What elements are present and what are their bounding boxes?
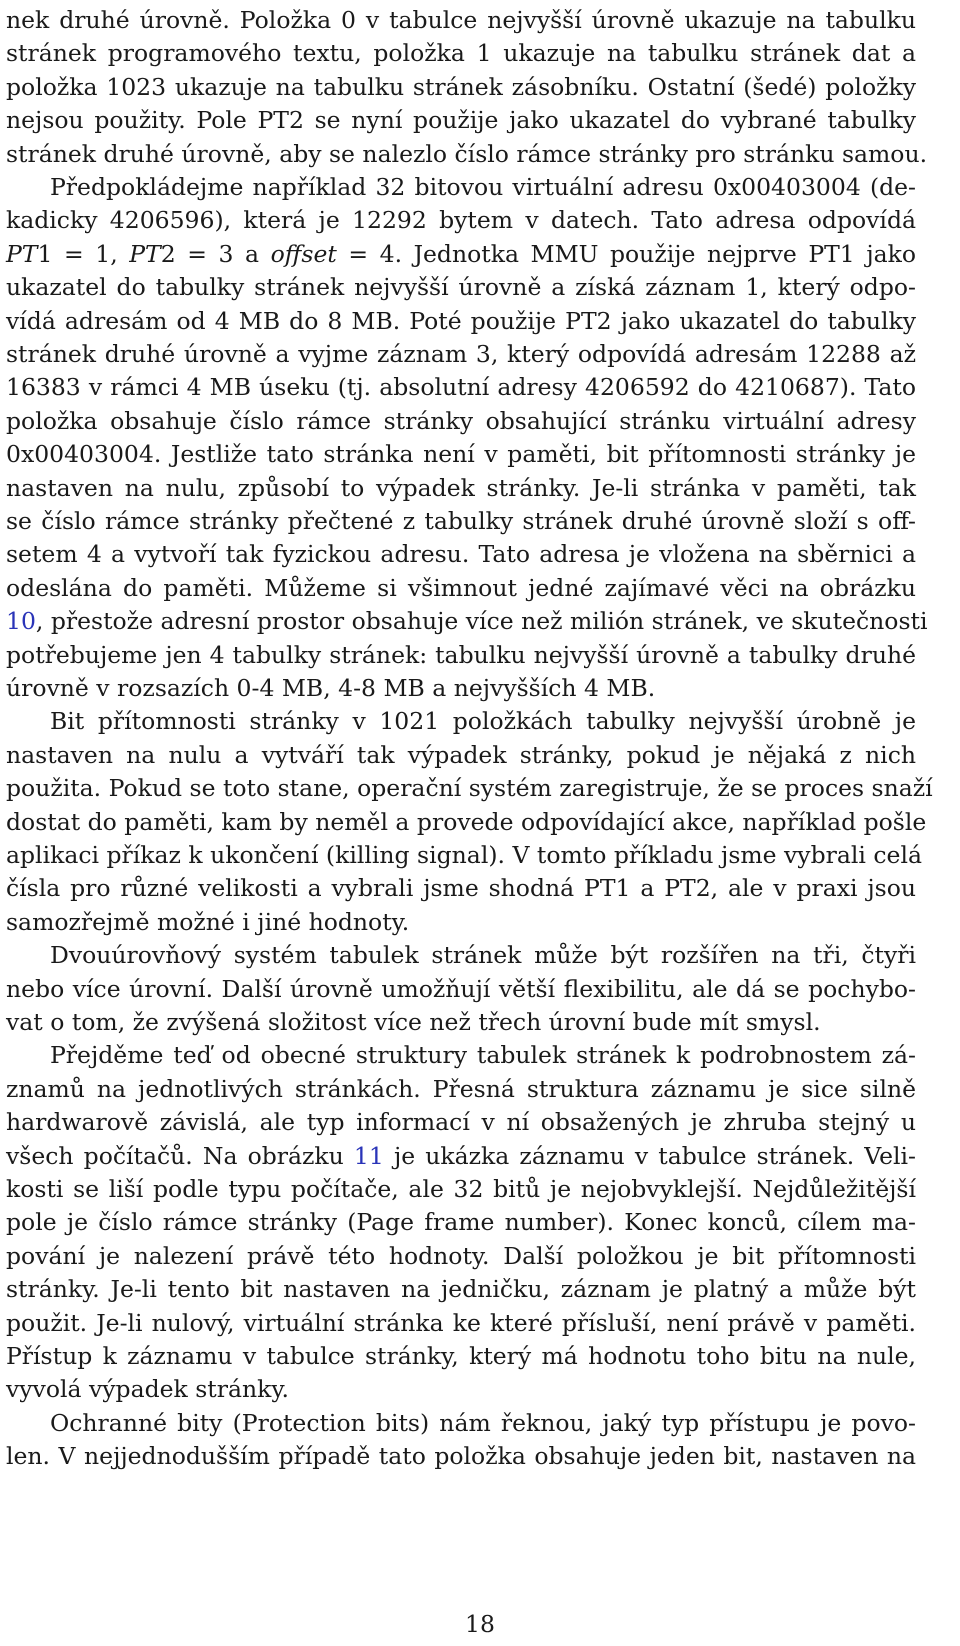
text-line: 0x00403004. Jestliže tato stránka není v paměti, bit přítomnosti stránky je	[6, 440, 916, 469]
text-line: kadicky 4206596), která je 12292 bytem v datech. Tato adresa odpovídá	[6, 206, 916, 235]
text-line: použita. Pokud se toto stane, operační systém zaregistruje, že se proces snaží	[6, 774, 933, 803]
text-line: Přístup k záznamu v tabulce stránky, který má hodnotu toho bitu na nule,	[6, 1342, 916, 1370]
text-span: je ukázka záznamu v tabulce stránek. Veli-	[383, 1141, 916, 1170]
text-line: setem 4 a vytvoří tak fyzickou adresu. Tato adresa je vložena na sběrnici a	[6, 540, 916, 569]
text-line: samozřejmě možné i jiné hodnoty.	[6, 907, 410, 936]
text-line: se číslo rámce stránky přečtené z tabulky stránek druhé úrovně složí s off-	[6, 507, 916, 535]
text-line: nebo více úrovní. Další úrovně umožňují větší flexibilitu, ale dá se pochybo-	[6, 974, 916, 1003]
text-line: dostat do paměti, kam by neměl a provede odpovídající akce, například pošle	[6, 807, 927, 836]
math-symbol: offset	[270, 239, 337, 268]
text-line: Dvouúrovňový systém tabulek stránek může být rozšířen na tři, čtyři	[50, 941, 916, 970]
text-line: pole je číslo rámce stránky (Page frame number). Konec konců, cílem ma-	[6, 1208, 916, 1237]
text-line: Ochranné bity (Protection bits) nám řeknou, jaký typ přístupu je povo-	[50, 1408, 916, 1437]
text-line: nastaven na nulu, způsobí to výpadek stránky. Je-li stránka v paměti, tak	[6, 473, 916, 502]
text-line: hardwarově závislá, ale typ informací v ní obsažených je zhruba stejný u	[6, 1108, 916, 1137]
text-line: kosti se liší podle typu počítače, ale 32 bitů je nejobvyklejší. Nejdůležitější	[6, 1175, 916, 1203]
text-line: vídá adresám od 4 MB do 8 MB. Poté použije PT2 jako ukazatel do tabulky	[6, 306, 916, 335]
text-line: stránek druhé úrovně a vyjme záznam 3, který odpovídá adresám 12288 až	[6, 340, 916, 368]
text-line: aplikaci příkaz k ukončení (killing signal). V tomto příkladu jsme vybrali celá	[6, 841, 922, 869]
text-line: stránek druhé úrovně, aby se nalezlo číslo rámce stránky pro stránku samou.	[6, 139, 928, 168]
text-line	[6, 238, 916, 270]
text-line: čísla pro různé velikosti a vybrali jsme shodná PT1 a PT2, ale v praxi jsou	[6, 874, 916, 903]
figure-reference-link[interactable]: 11	[353, 1141, 384, 1170]
text-line: len. V nejjednodušším případě tato položka obsahuje jeden bit, nastaven na	[6, 1442, 916, 1471]
text-line: úrovně v rozsazích 0-4 MB, 4-8 MB a nejvyšších 4 MB.	[6, 674, 656, 702]
text-span: 1 = 1,	[37, 239, 130, 268]
text-line: nejsou použity. Pole PT2 se nyní použije jako ukazatel do vybrané tabulky	[6, 106, 916, 135]
text-span: , přestože adresní prostor obsahuje více než milión stránek, ve skutečnosti	[35, 607, 928, 636]
text-line: vyvolá výpadek stránky.	[6, 1375, 289, 1404]
text-line: znamů na jednotlivých stránkách. Přesná struktura záznamu je sice silně	[6, 1074, 916, 1103]
text-line: stránek programového textu, položka 1 ukazuje na tabulku stránek dat a	[6, 39, 916, 68]
text-line	[6, 1140, 916, 1172]
text-line: odeslána do paměti. Můžeme si všimnout jedné zajímavé věci na obrázku	[6, 573, 916, 602]
text-span: 2 = 3 a	[160, 239, 271, 268]
text-line: stránky. Je-li tento bit nastaven na jedničku, záznam je platný a může být	[6, 1275, 916, 1304]
text-line: položka obsahuje číslo rámce stránky obsahující stránku virtuální adresy	[6, 406, 916, 435]
text-line: 16383 v rámci 4 MB úseku (tj. absolutní adresy 4206592 do 4210687). Tato	[6, 373, 916, 402]
text-line: ukazatel do tabulky stránek nejvyšší úrovně a získá záznam 1, který odpo-	[6, 273, 916, 302]
page-number: 18	[465, 1610, 495, 1638]
text-line: položka 1023 ukazuje na tabulku stránek zásobníku. Ostatní (šedé) položky	[6, 72, 916, 101]
text-line	[6, 605, 928, 637]
text-line: Přejděme teď od obecné struktury tabulek stránek k podrobnostem zá-	[50, 1041, 916, 1070]
math-symbol: PT	[6, 239, 38, 268]
text-line: použit. Je-li nulový, virtuální stránka ke které přísluší, není právě v paměti.	[6, 1308, 916, 1337]
text-span: všech počítačů. Na obrázku	[6, 1141, 354, 1170]
text-line: nek druhé úrovně. Položka 0 v tabulce nejvyšší úrovně ukazuje na tabulku	[6, 6, 916, 34]
text-line: pování je nalezení právě této hodnoty. Další položkou je bit přítomnosti	[6, 1241, 916, 1270]
text-line: vat o tom, že zvýšená složitost více než třech úrovní bude mít smysl.	[6, 1008, 821, 1036]
text-span: = 4. Jednotka MMU použije nejprve PT1 jako	[336, 239, 916, 268]
text-line: potřebujeme jen 4 tabulky stránek: tabulku nejvyšší úrovně a tabulky druhé	[6, 640, 916, 669]
math-symbol: PT	[129, 239, 161, 268]
text-line: Bit přítomnosti stránky v 1021 položkách tabulky nejvyšší úrobně je	[50, 707, 916, 736]
text-line: Předpokládejme například 32 bitovou virtuální adresu 0x00403004 (de-	[50, 173, 916, 201]
text-line: nastaven na nulu a vytváří tak výpadek stránky, pokud je nějaká z nich	[6, 740, 916, 769]
figure-reference-link[interactable]: 10	[6, 607, 36, 636]
